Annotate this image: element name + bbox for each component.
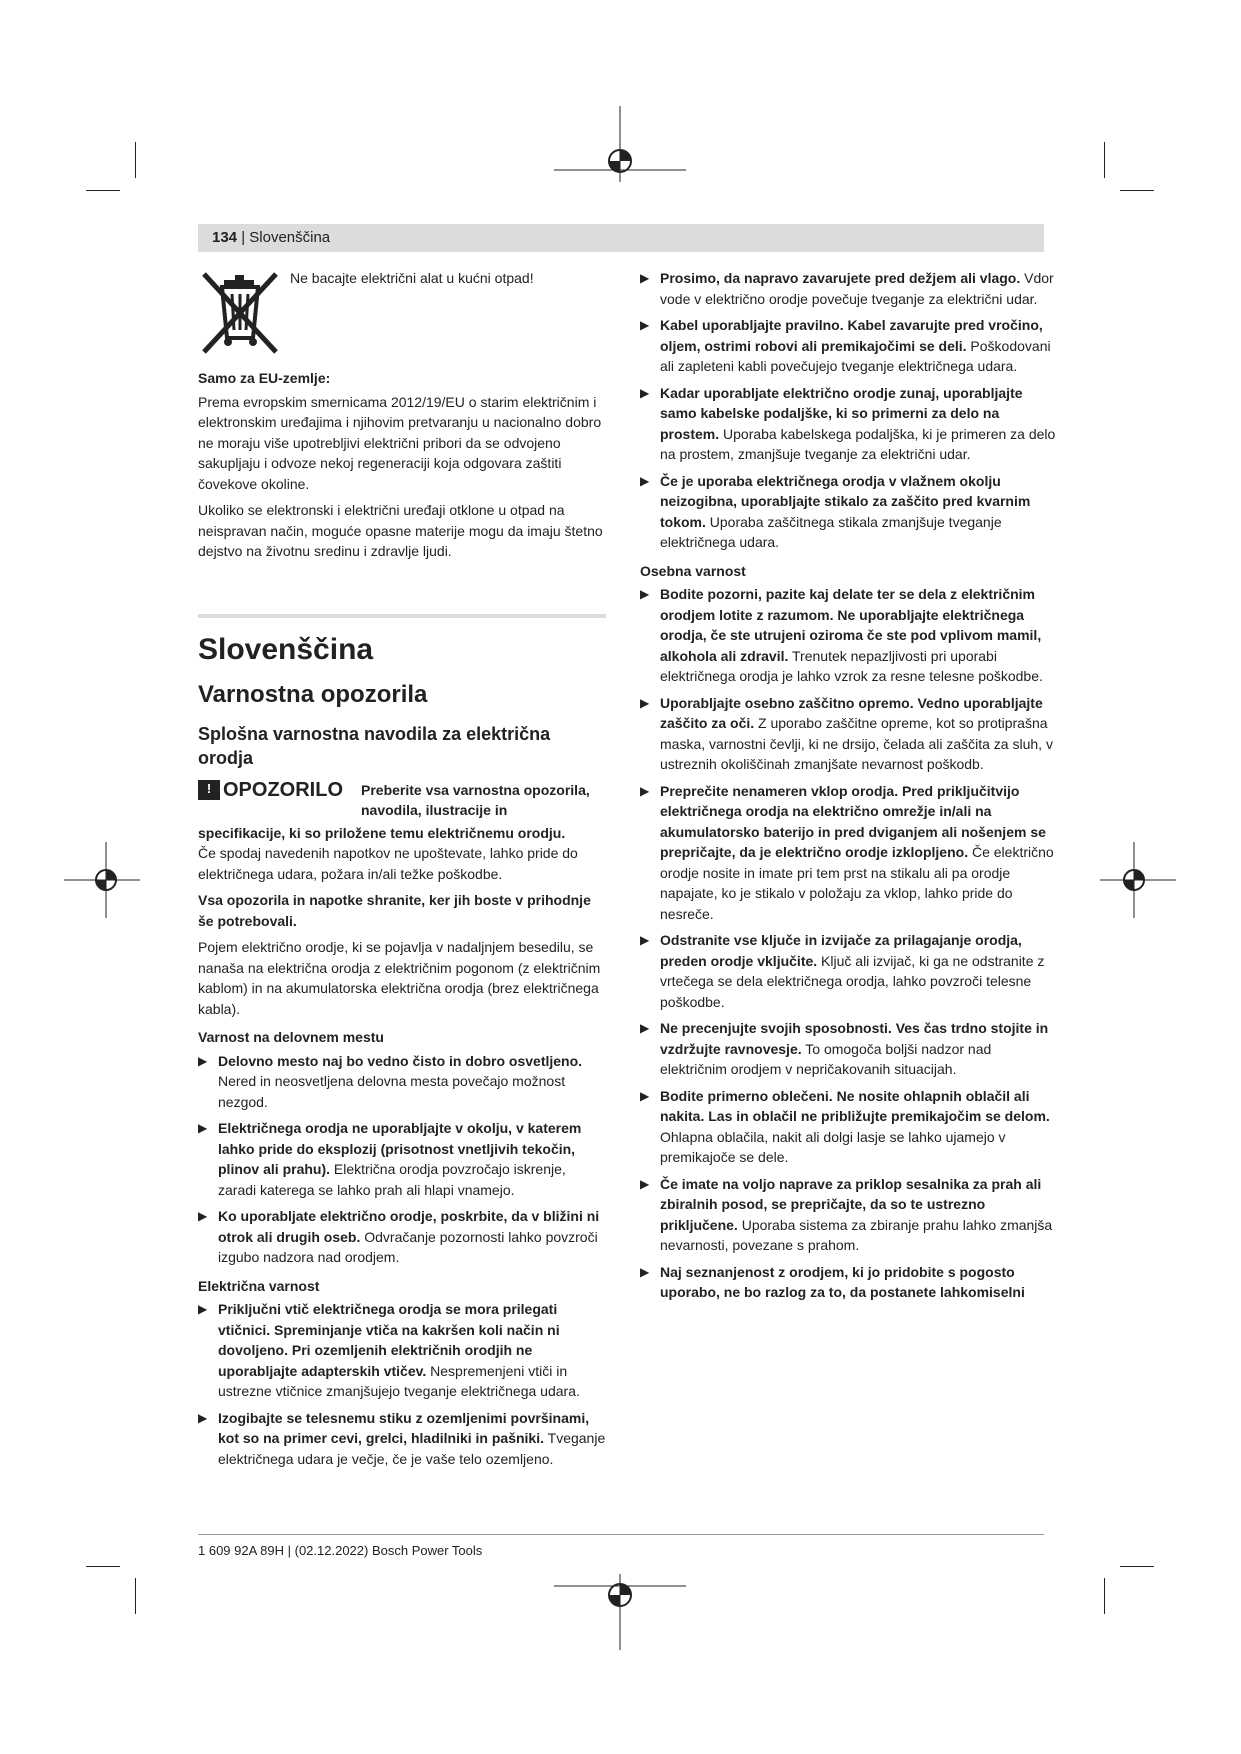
bullet-icon: ▶	[640, 1264, 650, 1279]
list-item: ▶ Naj seznanjenost z orodjem, ki jo pridobite s pogosto uporabo, ne bo razlog za to, da postanete lahkomiselni	[640, 1263, 1025, 1300]
registration-mark-right	[1098, 840, 1178, 920]
workplace-title: Varnost na delovnem mestu	[198, 1029, 384, 1045]
bullet-icon: ▶	[640, 473, 650, 488]
warning-text: Če spodaj navedenih napotkov ne upoštevate, lahko pride do električnega udara, požara in/ali težke poškodbe.	[198, 845, 578, 882]
weee-notice: Ne bacajte električni alat u kućni otpad!	[290, 270, 534, 286]
list-item: ▶ Kabel uporabljajte pravilno. Kabel zavarujte pred vročino, oljem, ostrimi robovi ali premikajočimi se deli. Poškodovani ali zapleteni kabli povečujejo tveganje električnega udara.	[640, 317, 1051, 374]
list-item: ▶ Električnega orodja ne uporabljajte v okolju, v katerem lahko pride do eksplozij (prisotnost vnetljivih tekočin, plinov ali prahu). Električna orodja povzročajo iskrenje, zaradi katerega se lahko prah ali hlapi vnamejo.	[198, 1120, 582, 1198]
page-number: 134	[212, 229, 238, 246]
eu-paragraph-1: Prema evropskim smernicama 2012/19/EU o starim električnim i elektronskim uređajima i njihovim pretvaranju u nacionalno dobro ne moraju više upotrebljivi električni pribori da se odvojeno sakupljaju i odvoze nekoj regeneraciji koja odgovara zaštiti čovekove okoline.	[198, 393, 602, 492]
bullet-icon: ▶	[640, 318, 650, 332]
bullet-icon: ▶	[198, 1302, 208, 1316]
warning-triangle-icon: !	[198, 780, 220, 800]
page-header: 134 | Slovenščina	[198, 224, 1044, 252]
warning-lead-continued: specifikacije, ki so priložene temu električnemu orodju.	[198, 824, 566, 841]
bullet-icon: ▶	[198, 1121, 208, 1135]
bullet-icon: ▶	[640, 1088, 650, 1103]
list-item: ▶ Izogibajte se telesnemu stiku z ozemljenimi površinami, kot so na primer cevi, grelci, hladilniki in pašniki. Tveganje električnega udara je večje, če je vaše telo ozemljeno.	[198, 1409, 606, 1467]
bullet-icon: ▶	[198, 1410, 208, 1425]
page-footer	[198, 1534, 1044, 1558]
list-item: ▶ Bodite primerno oblečeni. Ne nosite ohlapnih oblačil ali nakita. Las in oblačil ne približujte premikajočim se delom. Ohlapna oblačila, nakit ali dolgi lasje se lahko ujamejo v premikajoče se dele.	[640, 1087, 1050, 1165]
crop-mark	[86, 1566, 120, 1567]
warning-block	[198, 780, 606, 821]
crop-mark	[1120, 1566, 1154, 1567]
bullet-icon: ▶	[640, 933, 650, 947]
crop-mark	[1104, 1578, 1105, 1614]
list-item: ▶ Če imate na voljo naprave za priklop sesalnika za prah ali zbiralnih posod, se prepričajte, da so te ustrezno priključene. Uporaba sistema za zbiranje prahu lahko zmanjša nevarnosti, povezane s prahom.	[640, 1175, 1053, 1253]
electrical-title: Električna varnost	[198, 1277, 320, 1294]
warning-lead: Preberite vsa varnostna opozorila, navodila, ilustracije in	[361, 781, 590, 818]
crop-mark	[1120, 190, 1154, 191]
bullet-icon: ▶	[640, 783, 650, 798]
crossed-bin-icon	[198, 268, 284, 356]
section-divider	[198, 614, 606, 618]
warning-term: Pojem električno orodje, ki se pojavlja v nadaljnjem besedilu, se nanaša na električna orodja z električnim pogonom (z električnim kablom) in na akumulatorska električna orodja (brez električnega kabla).	[198, 939, 601, 1017]
crop-mark	[135, 1578, 136, 1614]
left-column	[198, 268, 606, 1475]
warning-label-text: OPOZORILO	[223, 778, 343, 801]
bullet-icon: ▶	[640, 587, 650, 601]
list-item: ▶ Ne precenjujte svojih sposobnosti. Ves čas trdno stojite in vzdržujte ravnovesje. To omogoča boljši nadzor nad električnim orodjem v nepričakovanih situacijah.	[640, 1020, 1049, 1077]
section-name: Slovenščina	[249, 229, 331, 246]
safety-title: Varnostna opozorila	[198, 680, 428, 708]
list-item: ▶ Odstranite vse ključe in izvijače za prilagajanje orodja, preden orodje vključite. Ključ ali izvijač, ki ga ne odstranite z vrtečega se dela električnega orodja, lahko povzroči telesne poškodbe.	[640, 932, 1045, 1010]
bullet-icon: ▶	[640, 1021, 650, 1035]
right-column	[640, 268, 1058, 1309]
bullet-icon: ▶	[640, 385, 650, 400]
list-item: ▶ Ko uporabljate električno orodje, poskrbite, da v bližini ni otrok ali drugih oseb. Odvračanje pozornosti lahko povzroči izgubo nadzora nad orodjem.	[198, 1208, 600, 1265]
personal-title: Osebna varnost	[640, 562, 746, 579]
list-item: ▶ Prosimo, da napravo zavarujete pred dežjem ali vlago. Vdor vode v električno orodje povečuje tveganje za električni udar.	[640, 270, 1054, 307]
list-item: ▶ Kadar uporabljate električno orodje zunaj, uporabljajte samo kabelske podaljške, ki so primerni za delo na prostem. Uporaba kabelskega podaljška, ki je primeren za delo na prostem, zmanjšuje tveganje za električni udar.	[640, 384, 1056, 462]
registration-mark-top	[550, 104, 690, 184]
warning-keep: Vsa opozorila in napotke shranite, ker jih boste v prihodnje še potrebovali.	[198, 892, 591, 929]
list-item: ▶ Preprečite nenameren vklop orodja. Pred priključitvijo električnega orodja na električno omrežje in/ali na akumulatorsko baterijo in pred dviganjem ali nošenjem se prepričajte, da je električno orodje izklopljeno. Če električno orodje nosite in imate pri tem prst na stikalu ali pa orodje napajate, ko je stikalo v položaju za vklop, lahko pride do nesreče.	[640, 782, 1054, 922]
bullet-icon: ▶	[198, 1053, 208, 1068]
bullet-icon: ▶	[640, 271, 650, 285]
list-item: ▶ Priključni vtič električnega orodja se mora prilegati vtičnici. Spreminjanje vtiča na kakršen koli način ni dovoljeno. Pri ozemljenih električnih orodjih ne uporabljajte adapterskih vtičev. Nespremenjeni vtiči in ustrezne vtičnice zmanjšujejo tveganje električnega udara.	[198, 1301, 580, 1399]
weee-block	[198, 268, 606, 356]
bullet-icon: ▶	[198, 1209, 208, 1223]
registration-mark-bottom	[550, 1572, 690, 1652]
footer-text: 1 609 92A 89H | (02.12.2022) Bosch Power Tools	[198, 1543, 483, 1558]
eu-paragraph-2: Ukoliko se elektronski i električni uređaji otklone u otpad na neispravan način, moguće opasne materije mogu da imaju štetno dejstvo na životnu sredinu i zdravlje ljudi.	[198, 502, 603, 559]
bullet-icon: ▶	[640, 695, 650, 710]
crop-mark	[1104, 142, 1105, 178]
list-item: ▶ Bodite pozorni, pazite kaj delate ter se dela z električnim orodjem lotite z razumom. Ne uporabljajte električnega orodja, če ste utrujeni oziroma če ste pod vplivom mamil, alkohola ali zdravil. Trenutek nepazljivosti pri uporabi električnega orodja je lahko vzrok za resne telesne poškodbe.	[640, 586, 1043, 684]
crop-mark	[135, 142, 136, 178]
list-item: ▶ Uporabljajte osebno zaščitno opremo. Vedno uporabljajte zaščito za oči. Z uporabo zaščitne opreme, kot so protiprašna maska, varnostni čevlji, ki ne drsijo, čelada ali zaščita za sluh, v ustreznih okoliščinah zmanjšate nevarnost poškodb.	[640, 694, 1053, 772]
bullet-icon: ▶	[640, 1176, 650, 1191]
crop-mark	[86, 190, 120, 191]
list-item: ▶ Če je uporaba električnega orodja v vlažnem okolju neizogibna, uporabljajte stikalo za zaščito pred kvarnim tokom. Uporaba zaščitnega stikala zmanjšuje tveganje električnega udara.	[640, 472, 1031, 550]
list-item: ▶ Delovno mesto naj bo vedno čisto in dobro osvetljeno. Nered in neosvetljena delovna mesta povečajo možnost nezgod.	[198, 1052, 583, 1110]
general-safety-title: Splošna varnostna navodila za električna orodja	[198, 723, 551, 768]
eu-title: Samo za EU-zemlje:	[198, 370, 331, 386]
language-title: Slovenščina	[198, 632, 374, 666]
registration-mark-left	[62, 840, 142, 920]
warning-label	[198, 780, 343, 801]
